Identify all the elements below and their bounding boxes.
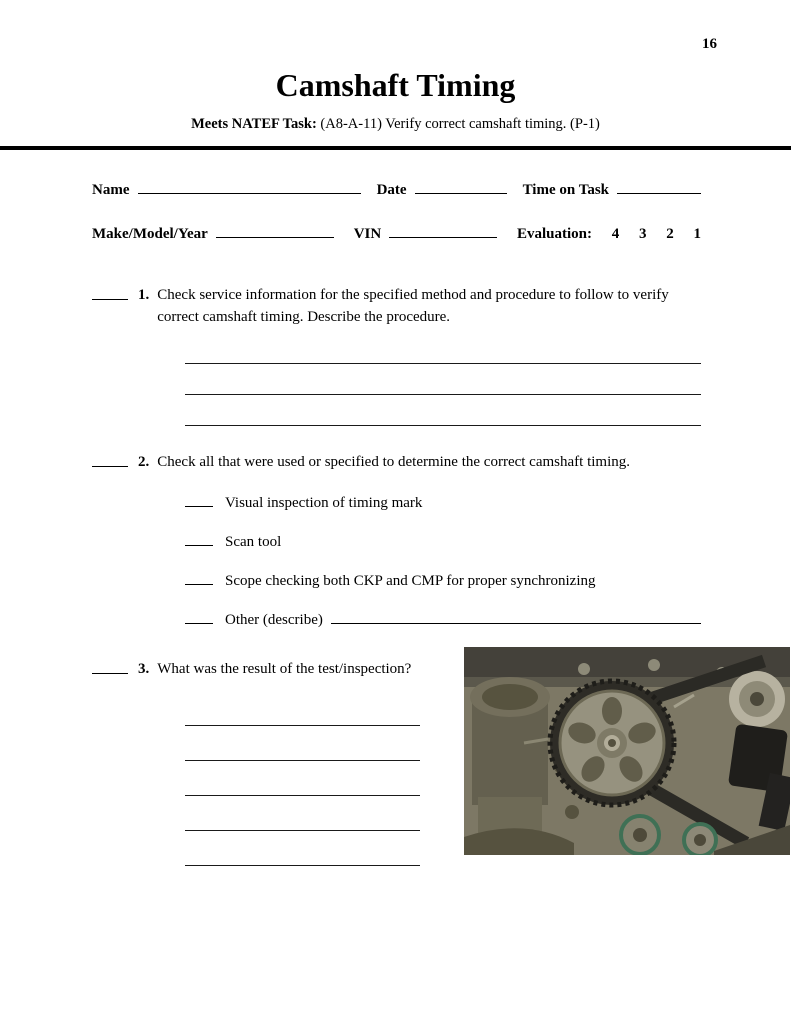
option-label: Visual inspection of timing mark: [225, 495, 423, 512]
option-label: Scan tool: [225, 534, 282, 551]
answer-line[interactable]: [185, 761, 420, 796]
question-3-section: [92, 659, 701, 866]
make-model-year-field-line[interactable]: [216, 224, 334, 238]
header-row-1: [92, 180, 701, 199]
question-3-number: 3.: [138, 661, 150, 678]
time-on-task-field-line[interactable]: [617, 180, 701, 194]
date-field-line[interactable]: [415, 180, 507, 194]
evaluation-label: Evaluation:: [516, 226, 592, 242]
form-content: [0, 150, 791, 866]
option-scan-tool: [185, 532, 701, 551]
question-3-answer-area: [185, 691, 440, 866]
question-1-answer-area: [185, 333, 701, 426]
vin-label: VIN: [353, 226, 382, 242]
make-model-year-label: Make/Model/Year: [92, 226, 208, 242]
answer-line[interactable]: [185, 395, 701, 426]
question-1-text: Check service information for the specified method and procedure to follow to verify correct camshaft timing. Describe the procedure.: [157, 287, 669, 325]
option-label: Scope checking both CKP and CMP for proper synchronizing: [225, 573, 596, 590]
question-2-text: Check all that were used or specified to determine the correct camshaft timing.: [157, 453, 630, 470]
question-1: [92, 285, 701, 329]
date-label: Date: [376, 182, 407, 198]
evaluation-group: [517, 226, 701, 243]
question-3-left-column: [92, 659, 440, 866]
vin-field-line[interactable]: [389, 224, 497, 238]
other-describe-field-line[interactable]: [331, 610, 701, 624]
timing-belt-photo-illustration: [464, 647, 790, 855]
checkbox-blank[interactable]: [185, 532, 213, 546]
option-other-describe: [185, 610, 701, 629]
question-3: [92, 659, 440, 681]
answer-line[interactable]: [185, 364, 701, 395]
page-title: Camshaft Timing: [275, 67, 516, 103]
question-3-text: What was the result of the test/inspection?: [157, 661, 412, 678]
question-2-number: 2.: [138, 453, 150, 470]
evaluation-score-3[interactable]: 3: [639, 226, 647, 242]
evaluation-score-4[interactable]: 4: [611, 226, 620, 242]
answer-line[interactable]: [185, 831, 420, 866]
name-label: Name: [92, 182, 130, 198]
option-visual-inspection: [185, 493, 701, 512]
question-2-score-blank[interactable]: [92, 452, 128, 467]
timing-belt-photo: [464, 647, 790, 855]
header-row-2: [92, 224, 701, 243]
evaluation-score-2[interactable]: 2: [666, 226, 674, 242]
evaluation-score-1[interactable]: 1: [693, 226, 701, 242]
answer-line[interactable]: [185, 333, 701, 364]
time-on-task-label: Time on Task: [522, 182, 609, 198]
page-number: 16: [702, 36, 717, 52]
question-2: [92, 452, 701, 474]
answer-line[interactable]: [185, 726, 420, 761]
name-field-line[interactable]: [138, 180, 361, 194]
option-label: Other (describe): [225, 612, 323, 629]
question-2-options: [185, 493, 701, 629]
option-scope-checking: [185, 571, 701, 590]
natef-task-line: [0, 116, 791, 133]
checkbox-blank[interactable]: [185, 610, 213, 624]
natef-text: (A8-A-11) Verify correct camshaft timing. (P-1): [320, 116, 600, 132]
answer-line[interactable]: [185, 691, 420, 726]
question-3-score-blank[interactable]: [92, 659, 128, 674]
question-1-number: 1.: [138, 287, 150, 303]
answer-line[interactable]: [185, 796, 420, 831]
natef-label: Meets NATEF Task:: [191, 116, 317, 132]
checkbox-blank[interactable]: [185, 493, 213, 507]
question-1-score-blank[interactable]: [92, 285, 128, 300]
checkbox-blank[interactable]: [185, 571, 213, 585]
